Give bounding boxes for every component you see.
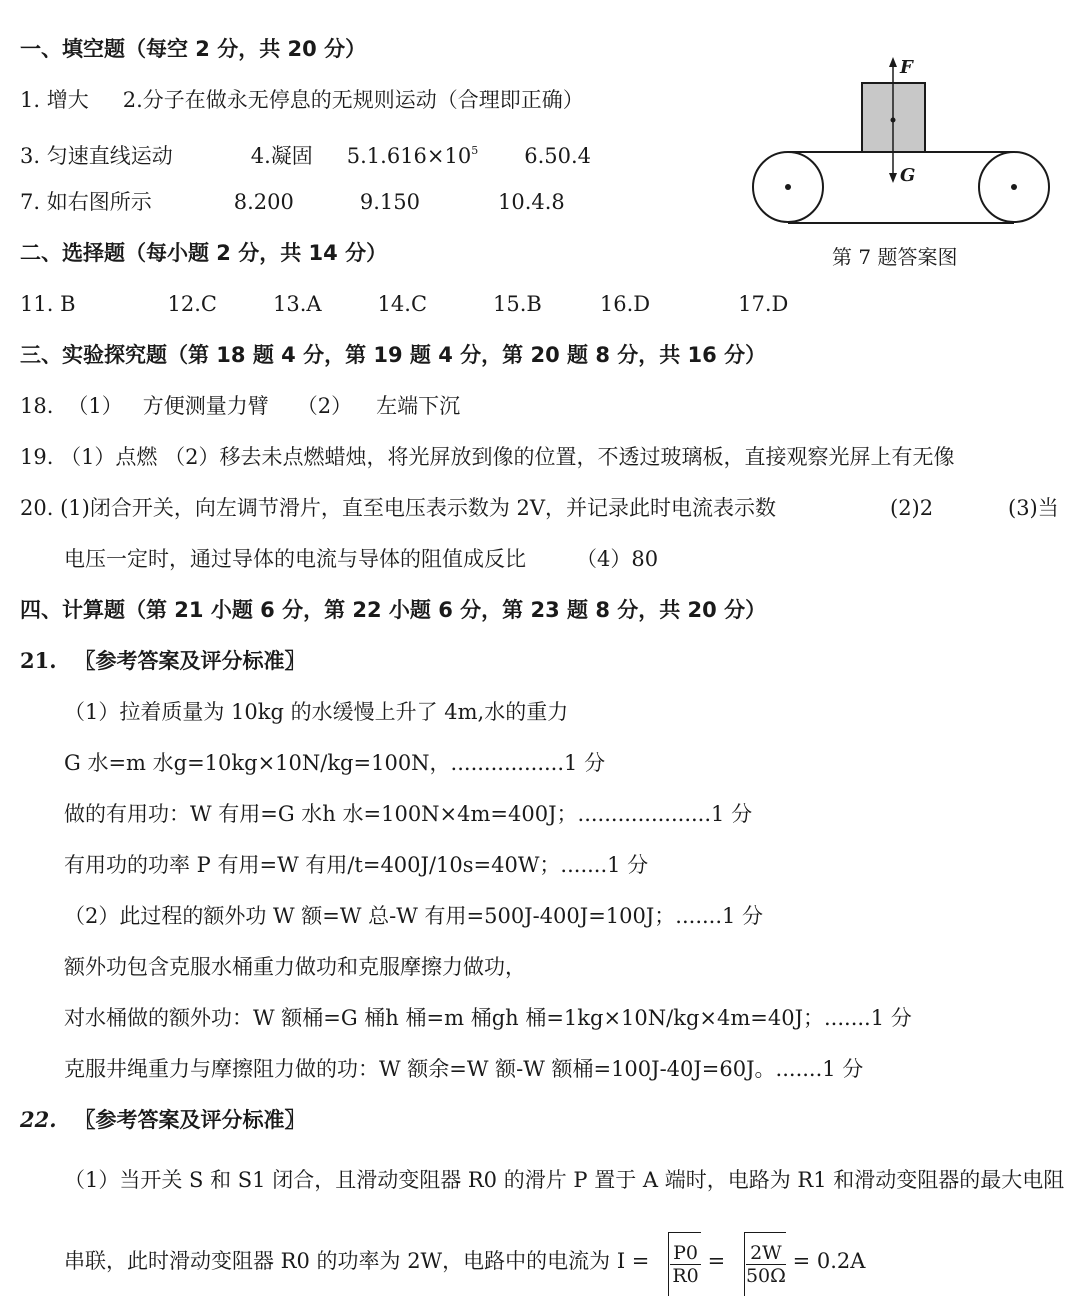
answer-4: 4.凝固	[250, 144, 313, 168]
q21-line-6: 额外功包含克服水桶重力做功和克服摩擦力做功，	[64, 955, 526, 979]
q21-line-2: G 水=m 水g=10kg×10N/kg=100N，.................1 分	[64, 751, 606, 775]
q22-header: 22. 〖参考答案及评分标准〗	[20, 1107, 306, 1132]
figure-caption: 第 7 题答案图	[832, 245, 958, 269]
label-f: F	[900, 57, 913, 78]
fill-row-2	[20, 136, 591, 171]
answer-8: 8.200	[233, 190, 294, 214]
experiment-20-line-1: 20. (1)闭合开关，向左调节滑片，直至电压表示数为 2V，并记录此时电流表示数 (2)2 (3)当	[20, 496, 1059, 520]
label-g: G	[900, 165, 916, 186]
q21-line-4: 有用功的功率 P 有用=W 有用/t=400J/10s=40W；.......1 分	[64, 853, 649, 877]
answer-7: 7. 如右图所示	[20, 190, 152, 214]
choice-11: 11. B	[20, 292, 76, 316]
answer-2: 2.分子在做永无停息的无规则运动（合理即正确）	[122, 88, 584, 112]
conveyor-diagram	[748, 55, 1052, 235]
choice-16: 16.D	[599, 292, 651, 316]
choice-14: 14.C	[377, 292, 428, 316]
sqrt-2w-50: $\frac{2W}{50\Omega}$	[732, 1230, 786, 1296]
section-3-heading: 三、实验探究题（第 18 题 4 分，第 19 题 4 分，第 20 题 8 分，共 16 分）	[20, 343, 767, 367]
answer-1: 1. 增大	[20, 88, 89, 112]
answer-9: 9.150	[359, 190, 420, 214]
experiment-20-line-2: 电压一定时，通过导体的电流与导体的阻值成反比 （4）80	[64, 547, 659, 571]
section-1-heading: 一、填空题（每空 2 分，共 20 分）	[20, 37, 367, 61]
section-4-heading: 四、计算题（第 21 小题 6 分，第 22 小题 6 分，第 23 题 8 分，共 20 分）	[20, 598, 767, 622]
experiment-18: 18. （1） 方便测量力臂 （2） 左端下沉	[20, 394, 461, 418]
experiment-19: 19. （1）点燃 （2）移去未点燃蜡烛，将光屏放到像的位置，不透过玻璃板，直接观察光屏上有无像	[20, 445, 955, 469]
answer-3: 3. 匀速直线运动	[20, 144, 173, 168]
q21-line-1: （1）拉着质量为 10kg 的水缓慢上升了 4m,水的重力	[64, 700, 569, 724]
sqrt-p0-r0: $\frac{P0}{R0}$	[656, 1230, 701, 1296]
fill-row-1	[20, 85, 584, 115]
answer-5: $5.1.616\times 10^5$	[346, 144, 479, 168]
q21-line-7: 对水桶做的额外功：W 额桶=G 桶h 桶=m 桶gh 桶=1kg×10N/kg×4m=40J；.......1 分	[64, 1006, 912, 1030]
q22-line-1: （1）当开关 S 和 S1 闭合，且滑动变阻器 R0 的滑片 P 置于 A 端时，电路为 R1 和滑动变阻器的最大电阻	[64, 1168, 1065, 1192]
choice-row	[20, 289, 788, 319]
q21-line-8: 克服井绳重力与摩擦阻力做的功：W 额余=W 额-W 额桶=100J-40J=60J。.......1 分	[64, 1057, 864, 1081]
section-2-heading: 二、选择题（每小题 2 分，共 14 分）	[20, 241, 388, 265]
q7-answer-figure	[748, 55, 1052, 235]
fill-row-3	[20, 187, 565, 217]
q22-line-2: 串联，此时滑动变阻器 R0 的功率为 2W，电路中的电流为 I = $\frac{P0}{R0}$ = $\frac{2W}{50\Omega}$ = 0.2A	[64, 1228, 865, 1296]
q21-header: 21. 〖参考答案及评分标准〗	[20, 648, 306, 673]
choice-17: 17.D	[738, 292, 789, 316]
answer-10: 10.4.8	[497, 190, 565, 214]
choice-13: 13.A	[272, 292, 322, 316]
answer-6: 6.50.4	[524, 144, 592, 168]
q21-line-5: （2）此过程的额外功 W 额=W 总-W 有用=500J-400J=100J；.......1 分	[64, 904, 764, 928]
choice-15: 15.B	[493, 292, 542, 316]
q21-line-3: 做的有用功：W 有用=G 水h 水=100N×4m=400J；....................1 分	[64, 802, 753, 826]
choice-12: 12.C	[167, 292, 217, 316]
